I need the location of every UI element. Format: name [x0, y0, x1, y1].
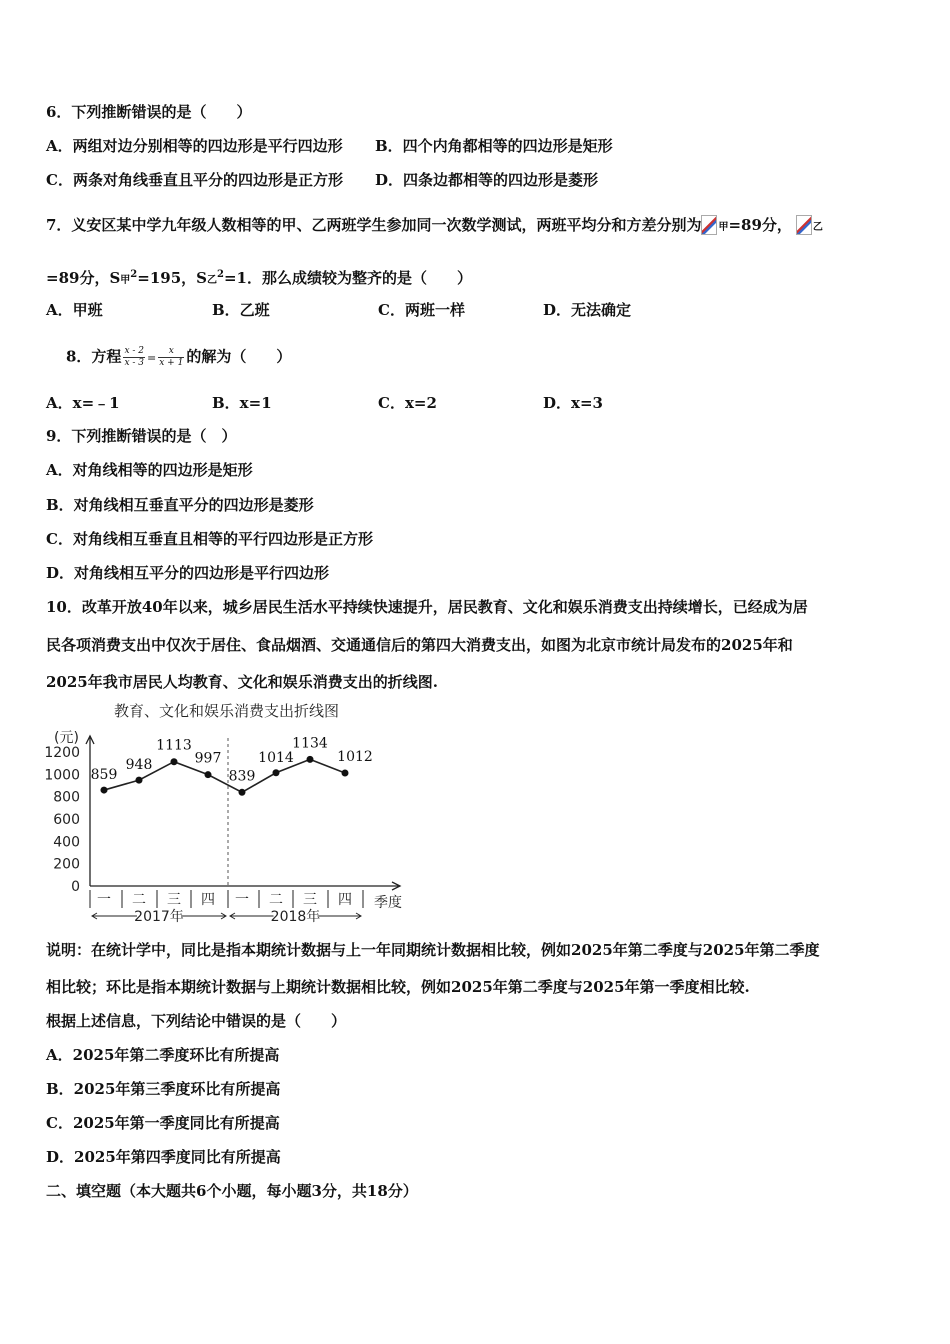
- q7-l2-part1: =89分，S: [46, 269, 121, 287]
- group-label: 2018年: [270, 909, 321, 925]
- chart-x-ticks: [90, 890, 363, 925]
- q10-note-line2: 相比较；环比是指本期统计数据与上期统计数据相比较，例如2025年第二季度与2025年第一季度相比较.: [46, 978, 750, 996]
- x-tick-label: 四: [201, 892, 215, 908]
- x-tick-label: 四: [338, 892, 352, 908]
- data-point: [136, 777, 143, 784]
- q7-option-a: A．甲班: [46, 301, 103, 319]
- data-point: [171, 758, 178, 765]
- data-label: 948: [125, 757, 153, 774]
- q7-l2-sup2: 2: [216, 269, 224, 280]
- data-point: [205, 771, 212, 778]
- q7-l2-sup1: 2: [130, 269, 138, 280]
- q7-l2-part3: =1．那么成绩较为整齐的是（ ）: [223, 269, 472, 287]
- consumption-line-chart: [40, 696, 420, 928]
- y-tick-label: 800: [53, 789, 80, 806]
- q8-option-c: C．x=2: [378, 394, 437, 412]
- chart-series: [91, 735, 373, 795]
- q10-stem-line2: 民各项消费支出中仅次于居住、食品烟酒、交通通信后的第四大消费支出，如图为北京市统计局发布的2025年和: [46, 636, 793, 654]
- data-label: 997: [194, 750, 222, 767]
- data-label: 1134: [292, 735, 328, 752]
- q6-option-b: B．四个内角都相等的四边形是矩形: [375, 137, 613, 155]
- broken-image-icon: [796, 215, 812, 235]
- q9-option-d: D．对角线相互平分的四边形是平行四边形: [46, 564, 330, 582]
- x-tick-label: 三: [167, 892, 181, 908]
- y-tick-label: 1000: [44, 767, 80, 784]
- q7-sub-jia: 甲: [718, 222, 729, 233]
- group-label: 2017年: [134, 909, 184, 925]
- q7-stem-line2: [46, 265, 472, 291]
- data-label: 839: [228, 768, 256, 785]
- y-tick-label: 600: [53, 812, 80, 828]
- q7-eq-jia: =89分，: [728, 216, 792, 234]
- q10-stem-line1: 10．改革开放40年以来，城乡居民生活水平持续快速提升，居民教育、文化和娱乐消费支出持续增长，已经成为居: [46, 598, 808, 616]
- x-tick-label: 一: [97, 892, 111, 908]
- data-label: 1012: [337, 748, 373, 765]
- q7-l2-sub1: 甲: [120, 275, 131, 286]
- q10-ask: 根据上述信息，下列结论中错误的是（ ）: [46, 1012, 347, 1030]
- q7-stem-text: 7．义安区某中学九年级人数相等的甲、乙两班学生参加同一次数学测试，两班平均分和方差分别为: [46, 216, 702, 234]
- q6-option-a: A．两组对边分别相等的四边形是平行四边形: [46, 137, 343, 155]
- x-tick-label: 二: [269, 892, 283, 908]
- q7-option-c: C．两班一样: [378, 301, 465, 319]
- data-point: [101, 787, 108, 794]
- data-point: [239, 789, 246, 796]
- q8-fraction-left: $\frac{x - 2}{x - 3}$: [124, 346, 145, 368]
- q10-stem-line3: 2025年我市居民人均教育、文化和娱乐消费支出的折线图.: [46, 673, 438, 691]
- q10-option-c: C．2025年第一季度同比有所提高: [46, 1114, 280, 1132]
- q6-stem: 6．下列推断错误的是（ ）: [46, 103, 252, 121]
- q9-option-b: B．对角线相互垂直平分的四边形是菱形: [46, 496, 314, 514]
- q10-option-b: B．2025年第三季度环比有所提高: [46, 1080, 281, 1098]
- broken-image-icon: [701, 215, 717, 235]
- x-tick-label: 二: [132, 892, 146, 908]
- y-tick-label: 1200: [44, 745, 80, 761]
- section-fill-in-blank-heading: 二、填空题（本大题共6个小题，每小题3分，共18分）: [46, 1182, 418, 1200]
- q7-option-b: B．乙班: [212, 301, 270, 319]
- q9-option-a: A．对角线相等的四边形是矩形: [46, 461, 253, 479]
- chart-xlabel: 季度: [374, 895, 402, 911]
- q8-equals: =: [147, 351, 157, 365]
- y-tick-label: 400: [53, 834, 80, 851]
- q9-option-c: C．对角线相互垂直且相等的平行四边形是正方形: [46, 530, 373, 548]
- q6-option-d: D．四条边都相等的四边形是菱形: [375, 171, 599, 189]
- chart-y-ticks: [44, 745, 80, 895]
- x-tick-label: 三: [303, 892, 317, 908]
- q8-prefix: 8．方程: [66, 347, 122, 366]
- q9-stem: 9．下列推断错误的是（ ）: [46, 427, 237, 445]
- y-tick-label: 200: [53, 856, 80, 873]
- q10-option-d: D．2025年第四季度同比有所提高: [46, 1148, 281, 1166]
- q7-stem-line1: [46, 215, 823, 238]
- q8-stem: [66, 346, 291, 369]
- y-tick-label: 0: [71, 879, 80, 895]
- q7-l2-sub2: 乙: [206, 275, 217, 286]
- chart-title: 教育、文化和娱乐消费支出折线图: [114, 702, 340, 720]
- chart-ylabel: (元): [54, 730, 79, 746]
- data-label: 1014: [258, 749, 294, 766]
- q10-note-line1: 说明：在统计学中，同比是指本期统计数据与上一年同期统计数据相比较，例如2025年第二季度与2025年第二季度: [46, 941, 820, 959]
- q8-suffix: 的解为（ ）: [186, 347, 292, 366]
- q7-sub-yi: 乙: [812, 222, 823, 233]
- data-point: [342, 769, 349, 776]
- data-point: [307, 756, 314, 763]
- q7-option-d: D．无法确定: [543, 301, 632, 319]
- data-label: 1113: [156, 737, 192, 754]
- data-point: [273, 769, 280, 776]
- q6-option-c: C．两条对角线垂直且平分的四边形是正方形: [46, 171, 343, 189]
- q8-fraction-right: $\frac{x}{x + 1}$: [159, 346, 184, 368]
- q8-option-a: A．x=﹣1: [46, 394, 120, 412]
- q10-option-a: A．2025年第二季度环比有所提高: [46, 1046, 280, 1064]
- q8-option-d: D．x=3: [543, 394, 603, 412]
- q8-option-b: B．x=1: [212, 394, 272, 412]
- q7-l2-part2: =195，S: [137, 269, 207, 287]
- x-tick-label: 一: [235, 892, 249, 908]
- data-label: 859: [90, 767, 118, 784]
